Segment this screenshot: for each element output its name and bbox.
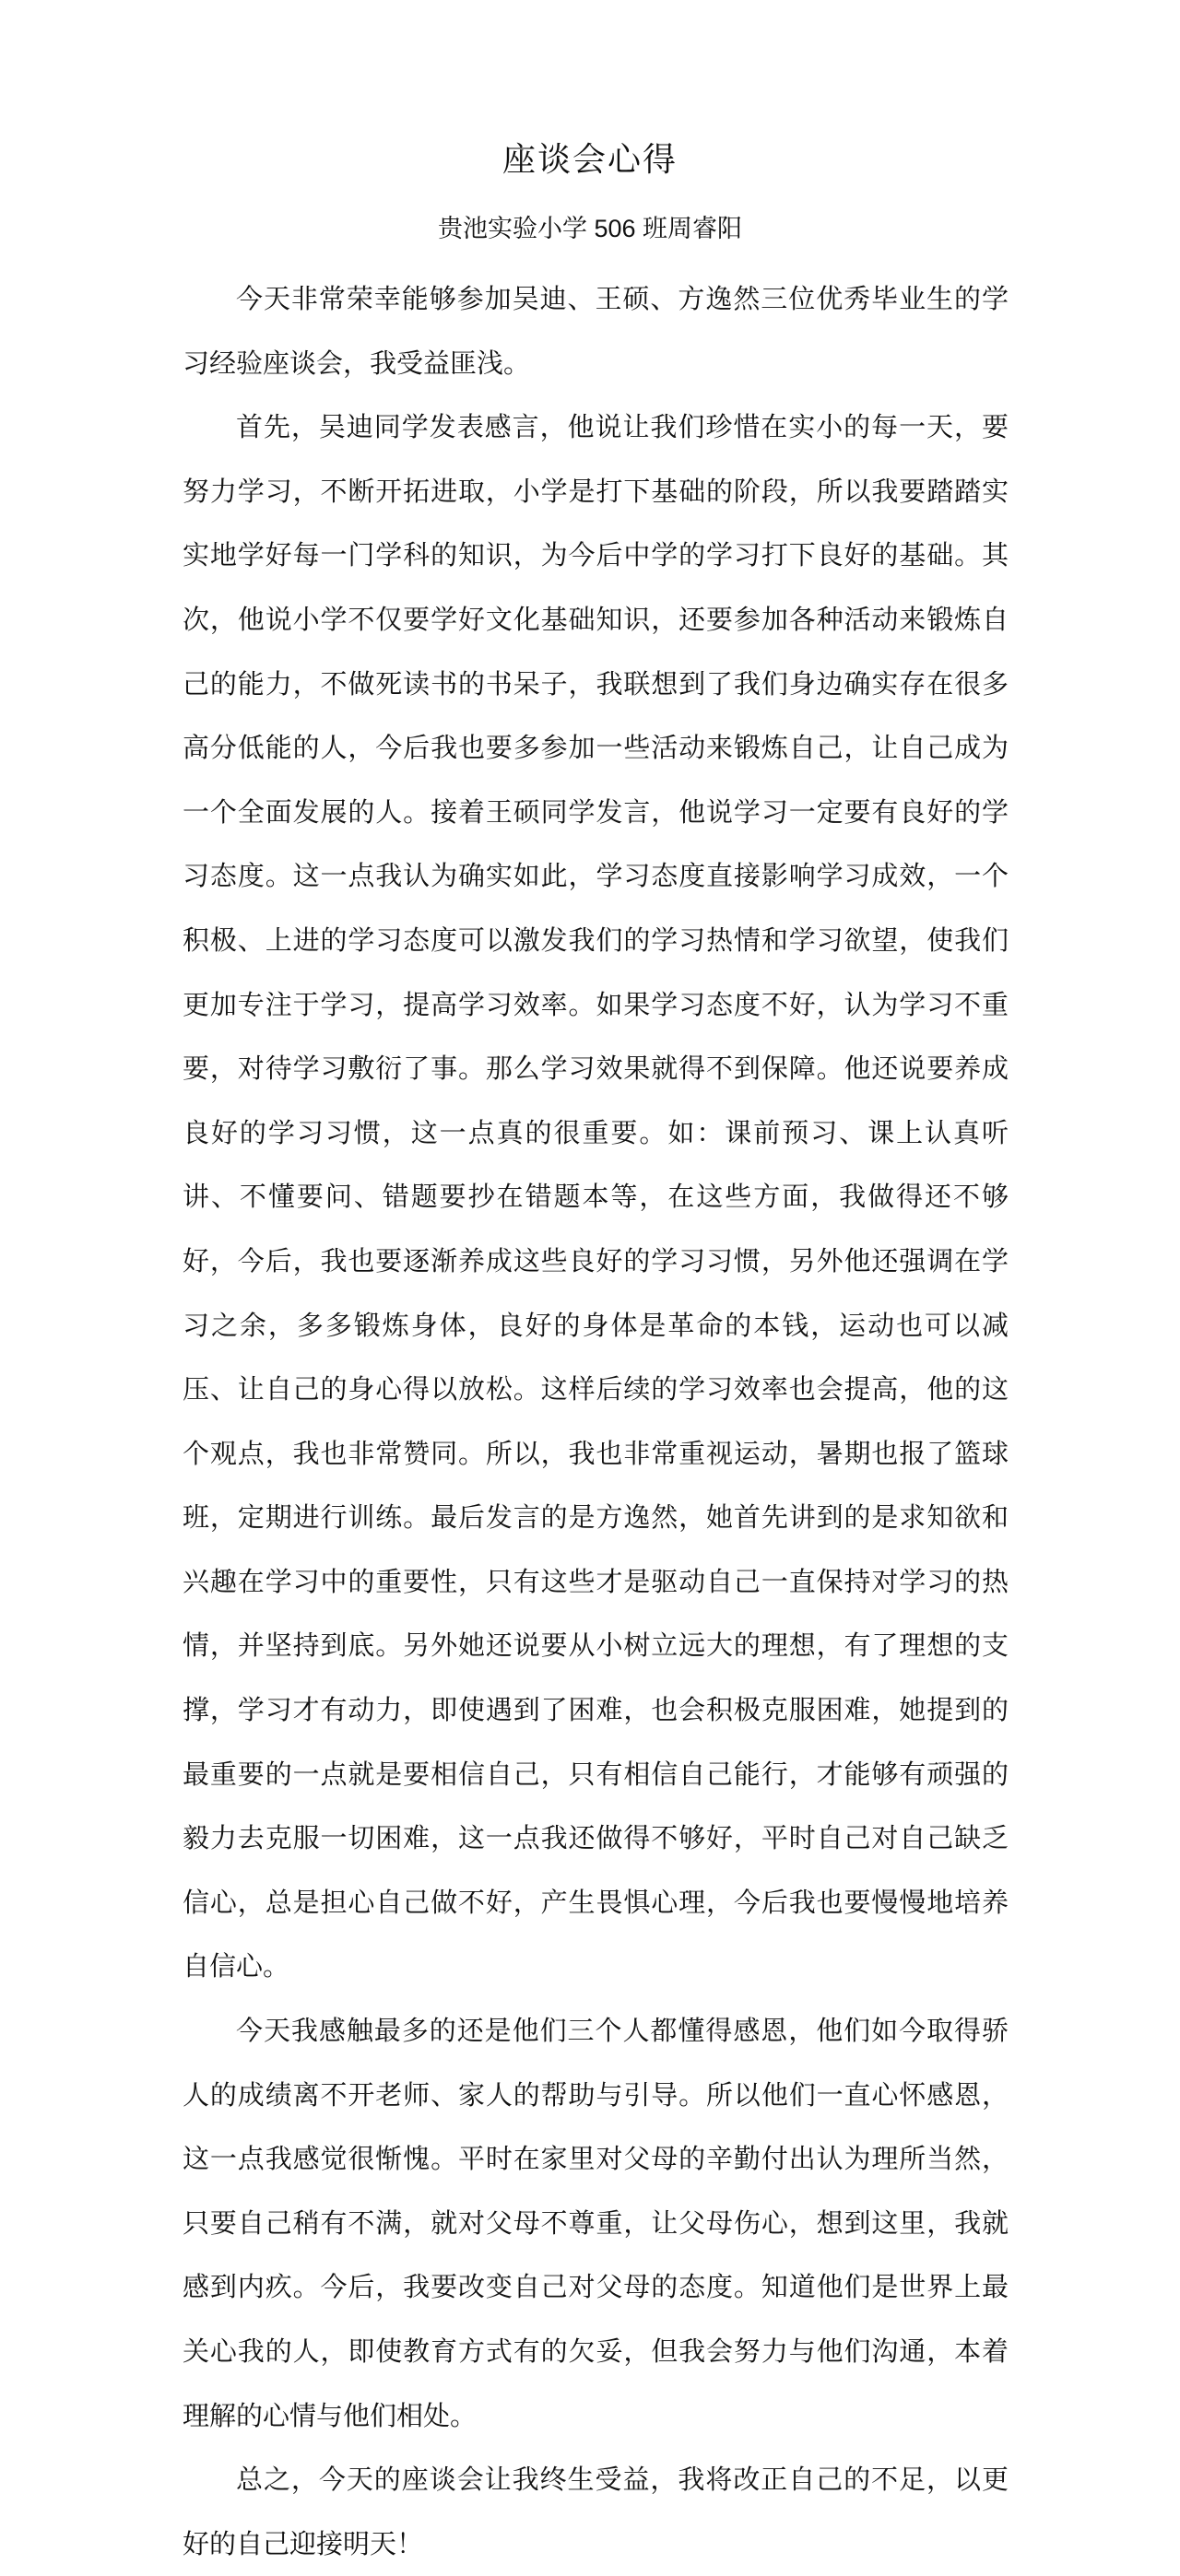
paragraph-intro: 今天非常荣幸能够参加吴迪、王硕、方逸然三位优秀毕业生的学习经验座谈会，我受益匪浅。 <box>183 283 1009 379</box>
author-line: 贵池实验小学 506 班周睿阳 <box>437 215 743 242</box>
paragraph-conclusion: 总之，今天的座谈会让我终生受益，我将改正自己的不足，以更好的自己迎接明天！ <box>183 2464 1009 2559</box>
paragraph-gratitude: 今天我感触最多的还是他们三个人都懂得感恩，他们如今取得骄人的成绩离不开老师、家人的帮助与引导。所以他们一直心怀感恩，这一点我感觉很惭愧。平时在家里对父母的辛勤付出认为理所当然，只要自己稍有不满，就对父母不尊重，让父母伤心，想到这里，我就感到内疚。今后，我要改变自己对父母的态度。知道他们是世界上最关心我的人，即使教育方式有的欠妥，但我会努力与他们沟通，本着理解的心情与他们相处。 <box>183 2015 1009 2431</box>
essay-body <box>183 267 1009 2576</box>
paragraph-speakers: 首先，吴迪同学发表感言，他说让我们珍惜在实小的每一天，要努力学习，不断开拓进取，小学是打下基础的阶段，所以我要踏踏实实地学好每一门学科的知识，为今后中学的学习打下良好的基础。其次，他说小学不仅要学好文化基础知识，还要参加各种活动来锻炼自己的能力，不做死读书的书呆子，我联想到了我们身边确实存在很多高分低能的人，今后我也要多参加一些活动来锻炼自己，让自己成为一个全面发展的人。接着王硕同学发言，他说学习一定要有良好的学习态度。这一点我认为确实如此，学习态度直接影响学习成效，一个积极、上进的学习态度可以激发我们的学习热情和学习欲望，使我们更加专注于学习，提高学习效率。如果学习态度不好，认为学习不重要，对待学习敷衍了事。那么学习效果就得不到保障。他还说要养成良好的学习习惯，这一点真的很重要。如：课前预习、课上认真听讲、不懂要问、错题要抄在错题本等，在这些方面，我做得还不够好，今后，我也要逐渐养成这些良好的学习习惯，另外他还强调在学习之余，多多锻炼身体，良好的身体是革命的本钱，运动也可以减压、让自己的身心得以放松。这样后续的学习效率也会提高，他的这个观点，我也非常赞同。所以，我也非常重视运动，暑期也报了篮球班，定期进行训练。最后发言的是方逸然，她首先讲到的是求知欲和兴趣在学习中的重要性，只有这些才是驱动自己一直保持对学习的热情，并坚持到底。另外她还说要从小树立远大的理想，有了理想的支撑，学习才有动力，即使遇到了困难，也会积极克服困难，她提到的最重要的一点就是要相信自己，只有相信自己能行，才能够有顽强的毅力去克服一切困难，这一点我还做得不够好，平时自己对自己缺乏信心，总是担心自己做不好，产生畏惧心理，今后我也要慢慢地培养自信心。 <box>183 411 1009 1982</box>
page-title: 座谈会心得 <box>502 141 678 179</box>
